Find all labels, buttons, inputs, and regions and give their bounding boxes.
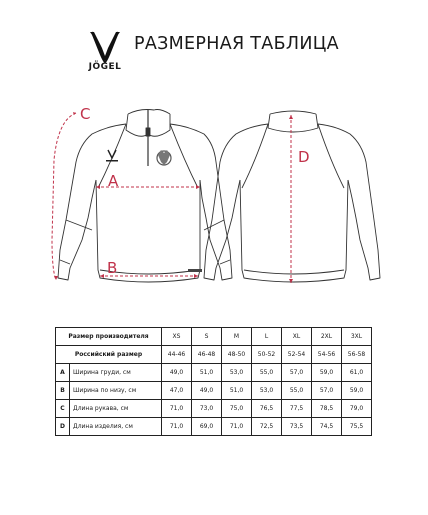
row-code: B — [56, 382, 70, 400]
size-cell: M — [222, 328, 252, 346]
garment-illustration — [0, 100, 428, 305]
value-cell: 47,0 — [162, 382, 192, 400]
ru-size-cell: 50-52 — [252, 346, 282, 364]
value-cell: 69,0 — [192, 418, 222, 436]
ru-size-cell: 46-48 — [192, 346, 222, 364]
value-cell: 74,5 — [312, 418, 342, 436]
value-cell: 77,5 — [282, 400, 312, 418]
size-cell: XS — [162, 328, 192, 346]
dimension-b-label: B — [107, 259, 118, 277]
value-cell: 49,0 — [162, 364, 192, 382]
row-code: D — [56, 418, 70, 436]
row-name: Ширина по низу, см — [70, 382, 162, 400]
value-cell: 49,0 — [192, 382, 222, 400]
table-row-ru-size — [56, 346, 372, 364]
chest-logo-icon — [106, 150, 118, 162]
row-name: Длина изделия, см — [70, 418, 162, 436]
value-cell: 73,0 — [192, 400, 222, 418]
eagle-emblem-icon — [157, 150, 171, 165]
value-cell: 57,0 — [312, 382, 342, 400]
row-name: Длина рукава, см — [70, 400, 162, 418]
size-cell: 2XL — [312, 328, 342, 346]
dimension-a-label: A — [108, 172, 119, 190]
value-cell: 59,0 — [342, 382, 372, 400]
row-code: A — [56, 364, 70, 382]
value-cell: 55,0 — [252, 364, 282, 382]
value-cell: 57,0 — [282, 364, 312, 382]
dimension-d-label: D — [298, 148, 310, 166]
page-title: РАЗМЕРНАЯ ТАБЛИЦА — [134, 34, 339, 54]
brand-wordmark: JÖGEL — [88, 62, 122, 72]
size-cell: XL — [282, 328, 312, 346]
ru-size-cell: 48-50 — [222, 346, 252, 364]
value-cell: 59,0 — [312, 364, 342, 382]
size-cell: S — [192, 328, 222, 346]
value-cell: 75,0 — [222, 400, 252, 418]
value-cell: 71,0 — [162, 418, 192, 436]
value-cell: 55,0 — [282, 382, 312, 400]
ru-size-cell: 44-46 — [162, 346, 192, 364]
value-cell: 78,5 — [312, 400, 342, 418]
table-row-sleeve-length — [56, 400, 372, 418]
ru-size-cell: 52-54 — [282, 346, 312, 364]
table-row-garment-length — [56, 418, 372, 436]
value-cell: 51,0 — [192, 364, 222, 382]
row-name: Ширина груди, см — [70, 364, 162, 382]
size-cell: L — [252, 328, 282, 346]
ru-size-cell: 54-56 — [312, 346, 342, 364]
value-cell: 75,5 — [342, 418, 372, 436]
manufacturer-size-label: Размер производителя — [56, 328, 162, 346]
value-cell: 76,5 — [252, 400, 282, 418]
value-cell: 72,5 — [252, 418, 282, 436]
value-cell: 73,5 — [282, 418, 312, 436]
value-cell: 71,0 — [162, 400, 192, 418]
value-cell: 53,0 — [252, 382, 282, 400]
hem-label-icon — [188, 269, 202, 272]
table-row-hem-width — [56, 382, 372, 400]
value-cell: 51,0 — [222, 382, 252, 400]
row-code: C — [56, 400, 70, 418]
value-cell: 71,0 — [222, 418, 252, 436]
size-cell: 3XL — [342, 328, 372, 346]
ru-size-cell: 56-58 — [342, 346, 372, 364]
value-cell: 79,0 — [342, 400, 372, 418]
ru-size-label: Российский размер — [56, 346, 162, 364]
table-row-chest-width — [56, 364, 372, 382]
value-cell: 61,0 — [342, 364, 372, 382]
dimension-c-label: C — [80, 105, 91, 123]
size-table — [55, 327, 372, 436]
value-cell: 53,0 — [222, 364, 252, 382]
table-header-row — [56, 328, 372, 346]
